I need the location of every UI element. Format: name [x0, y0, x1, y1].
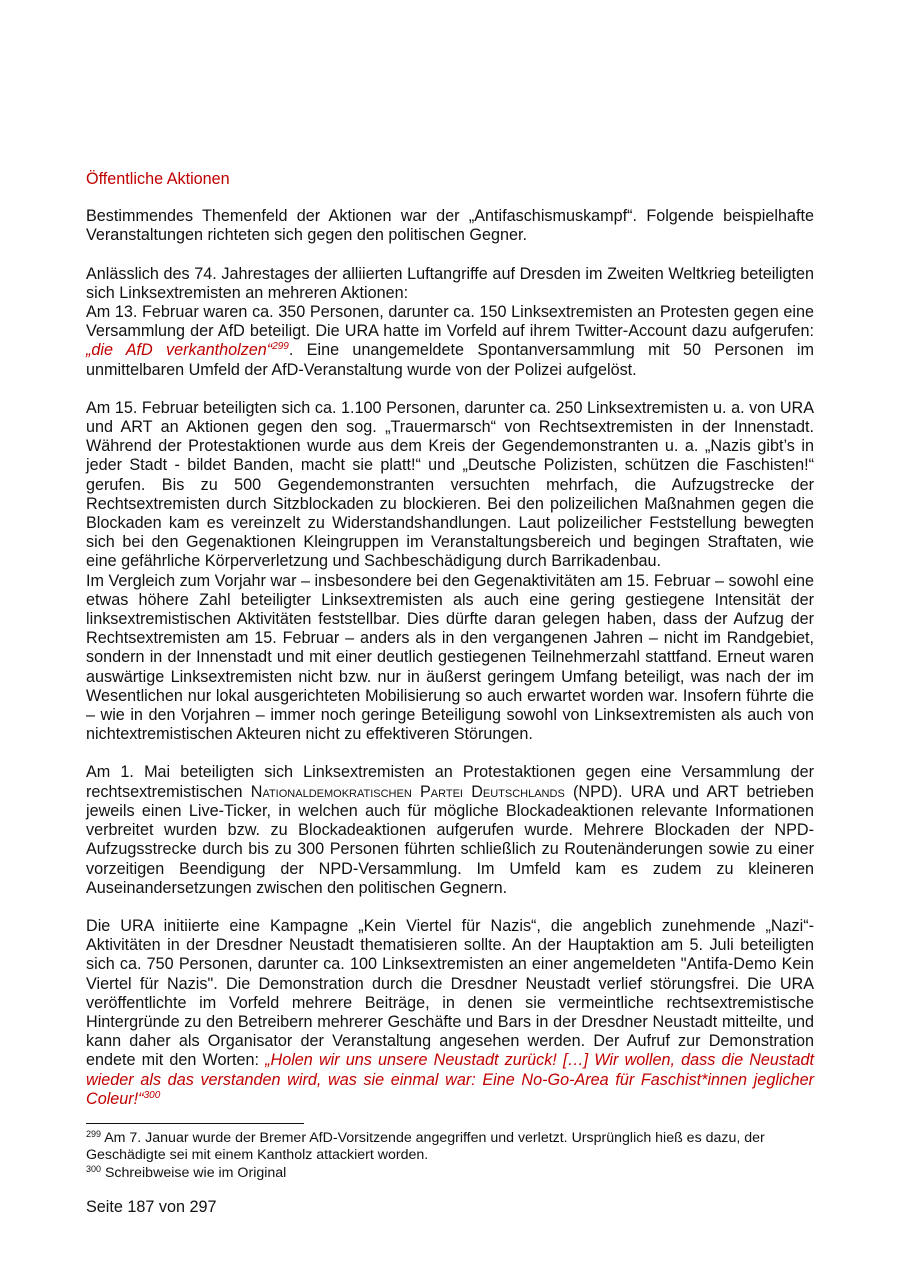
footnote	[86, 1165, 814, 1183]
footnote-ref[interactable]: 300	[143, 1089, 161, 1101]
paragraph-february-13	[86, 265, 814, 380]
footnote-divider	[86, 1123, 304, 1124]
footnote-number: 299	[86, 1128, 102, 1139]
paragraph-comparison: Im Vergleich zum Vorjahr war – insbesondere bei den Gegenaktivitäten am 15. Februar – sowohl eine etwas höhere Zahl beteiligter Linksextremisten als auch eine gering gestiegene Intensität der linksextremistischen Aktivitäten feststellbar. Dies dürfte daran gelegen haben, dass der Aufzug der Rechtsextremisten am 15. Februar – anders als in den vergangenen Jahren – nicht im Randgebiet, sondern in der Innenstadt und mit einer deutlich gestiegenen Teilnehmerzahl stattfand. Erneut waren auswärtige Linksextremisten nicht bzw. nur in äußerst geringem Umfang beteiligt, was nach der im Wesentlichen nur lokal ausgerichteten Mobilisierung so auch erwartet worden war. Insofern führte die – wie in den Vorjahren – immer noch geringe Beteiligung sowohl von Linksextremisten als auch von nichtextremistischen Akteuren nicht zu effektiveren Störungen.	[86, 571, 814, 744]
paragraph-intro: Bestimmendes Themenfeld der Aktionen war der „Antifaschismuskampf“. Folgende beispielhafte Veranstaltungen richteten sich gegen den politischen Gegner.	[86, 207, 814, 245]
party-name: Nationaldemokratischen Partei Deutschlands	[250, 782, 565, 801]
document-page	[86, 170, 814, 1182]
quote-text: „die AfD verkantholzen“	[86, 341, 273, 360]
paragraph-may-1	[86, 763, 814, 897]
paragraph-campaign	[86, 917, 814, 1109]
quote-text: „Holen wir uns unsere Neustadt zurück! […] Wir wollen, dass die Neustadt wieder als das verstanden wird, was sie einmal war: Eine No-Go-Area für Faschist*innen jeglicher Coleur!“	[86, 1051, 815, 1108]
footnote-number: 300	[86, 1163, 102, 1174]
paragraph-text: . Eine unangemeldete Spontanversammlung mit 50 Personen im unmittelbaren Umfeld der AfD-Veranstaltung wurde von der Polizei aufgelöst.	[86, 341, 814, 379]
page-number: Seite 187 von 297	[86, 1198, 217, 1216]
footnote-text: Am 7. Januar wurde der Bremer AfD-Vorsitzende angegriffen und verletzt. Ursprünglich hieß es dazu, der Geschädigte sei mit einem Kantholz attackiert worden.	[86, 1129, 765, 1164]
section-heading: Öffentliche Aktionen	[86, 170, 230, 188]
paragraph-text: Die URA initiierte eine Kampagne „Kein Viertel für Nazis“, die angeblich zunehmende „Nazi“-Aktivitäten in der Dresdner Neustadt thematisieren sollte. An der Hauptaktion am 5. Juli beteiligten sich ca. 750 Personen, darunter ca. 100 Linksextremisten an einer angemeldeten "Antifa-Demo Kein Viertel für Nazis". Die Demonstration durch die Dresdner Neustadt verlief störungsfrei. Die URA veröffentlichte im Vorfeld mehrere Beiträge, in denen sie vermeintliche rechtsextremistische Hintergründe zu den Betreibern mehrerer Geschäfte und Bars in der Dresdner Neustadt mitteilte, und kann daher als Organisator der Veranstaltung angesehen werden. Der Aufruf zur Demonstration endete mit den Worten:	[86, 916, 814, 1070]
paragraph-text: Anlässlich des 74. Jahrestages der alliierten Luftangriffe auf Dresden im Zweiten Weltkrieg beteiligten sich Linksextremisten an mehreren Aktionen:	[86, 264, 814, 302]
footnote	[86, 1130, 814, 1165]
footnote-text: Schreibweise wie im Original	[101, 1164, 287, 1181]
paragraph-text: (NPD). URA und ART betrieben jeweils einen Live-Ticker, in welchen auch für mögliche Blockadeaktionen relevante Informationen verbreitet wurden bzw. zu Blockadeaktionen aufgerufen wurde. Mehrere Blockaden der NPD-Aufzugsstrecke durch bis zu 300 Personen führten schließlich zu Routenänderungen sowie zu einer vorzeitigen Beendigung der NPD-Versammlung. Im Umfeld kam es zudem zu kleineren Auseinandersetzungen zwischen den politischen Gegnern.	[86, 782, 815, 897]
paragraph-february-15: Am 15. Februar beteiligten sich ca. 1.100 Personen, darunter ca. 250 Linksextremisten u. a. von URA und ART an Aktionen gegen den sog. „Trauermarsch“ von Rechtsextremisten in der Innenstadt. Während der Protestaktionen wurde aus dem Kreis der Gegendemonstranten u. a. „Nazis gibt’s in jeder Stadt - bildet Banden, macht sie platt!“ und „Deutsche Polizisten, schützen die Faschisten!“ gerufen. Bis zu 500 Gegendemonstranten versuchten mehrfach, die Aufzugstrecke der Rechtsextremisten durch Sitzblockaden zu blockieren. Bei den polizeilichen Maßnahmen gegen die Blockaden kam es vereinzelt zu Widerstandshandlungen. Laut polizeilicher Feststellung bewegten sich bei den Gegenaktionen Kleingruppen im Veranstaltungsbereich und begingen Straftaten, wie eine gefährliche Körperverletzung und Sachbeschädigung durch Barrikadenbau.	[86, 398, 814, 571]
paragraph-text: Am 1. Mai beteiligten sich Linksextremisten an Protestaktionen gegen eine Versammlung der rechtsextremistischen	[86, 763, 814, 801]
footnote-ref[interactable]: 299	[272, 341, 289, 353]
paragraph-text: Am 13. Februar waren ca. 350 Personen, darunter ca. 150 Linksextremisten an Protesten gegen eine Versammlung der AfD beteiligt. Die URA hatte im Vorfeld auf ihrem Twitter-Account dazu aufgerufen:	[86, 303, 814, 341]
